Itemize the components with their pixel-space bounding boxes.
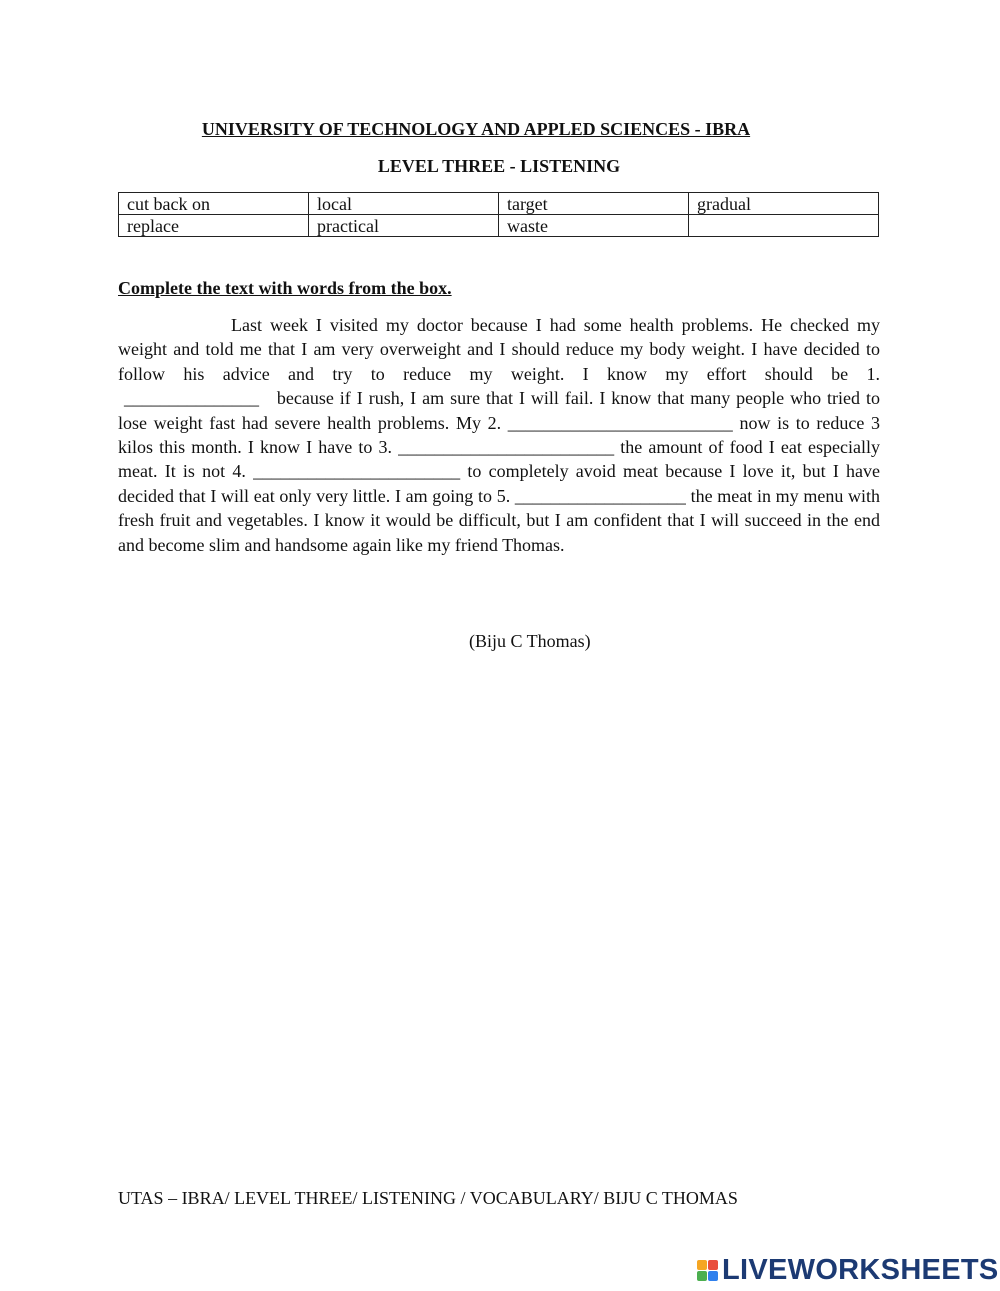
word-box-table — [118, 192, 879, 237]
word-box-cell: target — [499, 193, 689, 215]
page-subtitle: LEVEL THREE - LISTENING — [377, 156, 621, 176]
word-box-cell — [689, 215, 879, 237]
word-box-cell: local — [309, 193, 499, 215]
word-box-cell: gradual — [689, 193, 879, 215]
brand-logo — [697, 1255, 999, 1285]
logo-square — [708, 1260, 718, 1270]
logo-square — [708, 1271, 718, 1281]
page-footer: UTAS – IBRA/ LEVEL THREE/ LISTENING / VOCABULARY/ BIJU C THOMAS — [118, 1188, 738, 1208]
word-box-cell: waste — [499, 215, 689, 237]
word-box-row — [119, 215, 879, 237]
word-box-row — [119, 193, 879, 215]
passage-text: because if I rush, I am sure that I will fail. I know that many people who tried to lose weight fast had severe health problems. My 2. — [118, 388, 881, 433]
word-box-cell: practical — [309, 215, 499, 237]
passage — [118, 313, 880, 557]
brand-name: LIVEWORKSHEETS — [722, 1253, 999, 1286]
liveworksheets-logo-icon — [697, 1260, 718, 1281]
blank-5[interactable]: ___________________ — [510, 485, 691, 506]
blank-2[interactable]: _________________________ — [501, 412, 740, 433]
word-box-cell: cut back on — [119, 193, 309, 215]
blank-3[interactable]: ________________________ — [392, 437, 621, 458]
blank-4[interactable]: _______________________ — [245, 461, 468, 482]
word-box-cell: replace — [119, 215, 309, 237]
blank-1[interactable]: _______________ — [118, 388, 277, 409]
author-credit: (Biju C Thomas) — [469, 631, 591, 651]
page-title: UNIVERSITY OF TECHNOLOGY AND APPLED SCIENCES - IBRA — [201, 119, 751, 139]
logo-square — [697, 1260, 707, 1270]
instruction-text: Complete the text with words from the box. — [118, 278, 452, 298]
passage-text: the meat in my menu with fresh fruit and vegetables. I know it would be difficult, but I am confident that I will succeed in the end and become slim and handsome again like my friend Thomas. — [118, 485, 881, 555]
passage-text: to completely avoid meat because I love it, but I have decided that I will eat only very little. I am going to 5. — [118, 461, 881, 506]
passage-text: Last week I visited my doctor because I had some health problems. He checked my weight and told me that I am very overweight and I should reduce my body weight. I have decided to follow his advice and try to reduce my weight. I know my effort should be 1. — [118, 315, 880, 384]
passage-text: the amount of food I eat especially meat. It is not 4. — [118, 437, 880, 482]
logo-square — [697, 1271, 707, 1281]
passage-text: now is to reduce 3 kilos this month. I know I have to 3. — [118, 412, 881, 458]
